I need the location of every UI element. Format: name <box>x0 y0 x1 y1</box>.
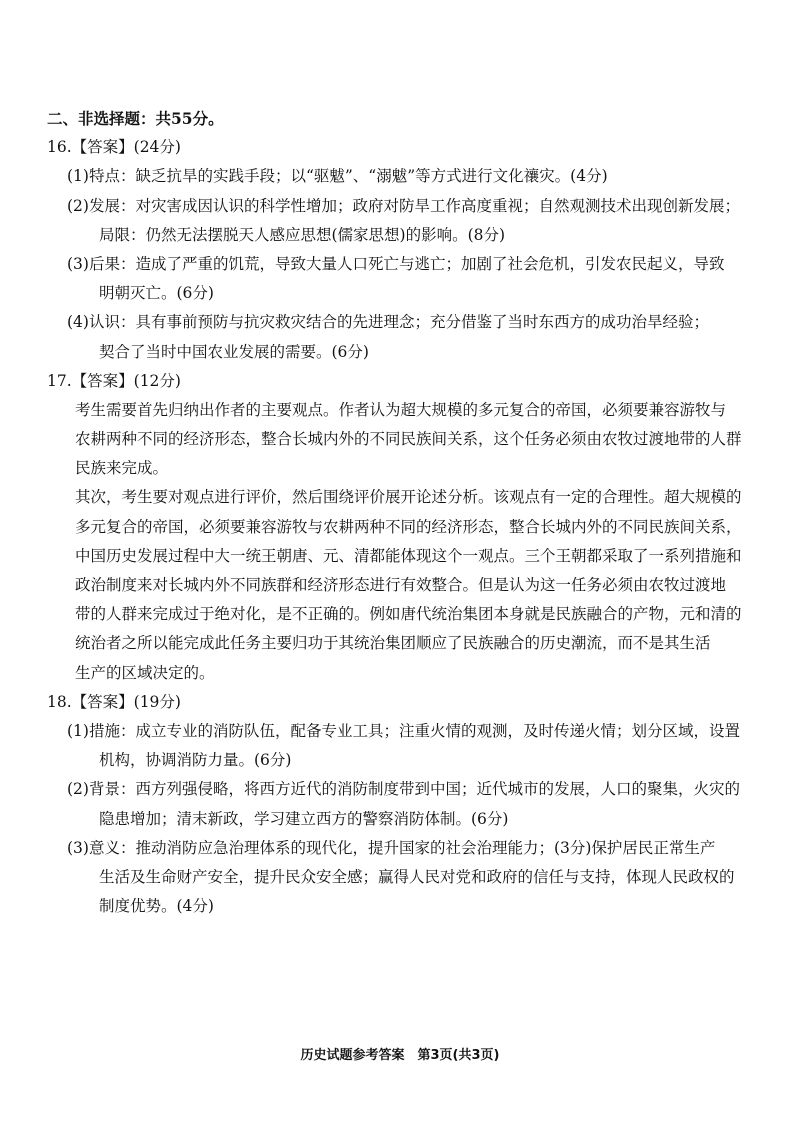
q17-para2-line3: 中国历史发展过程中大一统王朝唐、元、清都能体现这个一观点。三个王朝都采取了一系列措施和 <box>75 546 742 565</box>
q18-item2-line1: (2)背景：西方列强侵略，将西方近代的消防制度带到中国；近代城市的发展，人口的聚集，火灾的 <box>67 780 740 799</box>
q16-item3-line1: (3)后果：造成了严重的饥荒，导致大量人口死亡与逃亡；加剧了社会危机，引发农民起义，导致 <box>67 254 725 273</box>
q16-item4-line2: 契合了当时中国农业发展的需要。(6分) <box>99 342 369 361</box>
q17-para2-line5: 带的人群来完成过于绝对化，是不正确的。例如唐代统治集团本身就是民族融合的产物，元和清的 <box>75 605 742 624</box>
q17-para2-line7: 生产的区域决定的。 <box>75 663 215 682</box>
q18-item3-line1: (3)意义：推动消防应急治理体系的现代化，提升国家的社会治理能力；(3分)保护居民正常生产 <box>67 838 716 857</box>
q16-item2-line1: (2)发展：对灾害成因认识的科学性增加；政府对防旱工作高度重视；自然观测技术出现创新发展； <box>67 196 740 215</box>
q18-item3-line3: 制度优势。(4分) <box>99 897 214 916</box>
q16-item1-line1: (1)特点：缺乏抗旱的实践手段；以“驱魃”、“溺魃”等方式进行文化禳灾。(4分) <box>67 167 608 186</box>
answer-content <box>47 104 762 921</box>
q16-item2-line2: 局限：仍然无法摆脱天人感应思想(儒家思想)的影响。(8分) <box>99 225 506 244</box>
q18-item3-line2: 生活及生命财产安全，提升民众安全感；赢得人民对党和政府的信任与支持，体现人民政权的 <box>99 867 735 886</box>
q16-item4-line1: (4)认识：具有事前预防与抗灾救灾结合的先进理念；充分借鉴了当时东西方的成功治旱经验； <box>67 313 709 332</box>
q17-para2-line1: 其次，考生要对观点进行评价，然后围绕评价展开论述分析。该观点有一定的合理性。超大规模的 <box>75 488 742 507</box>
q17-para2-line4: 政治制度来对长城内外不同族群和经济形态进行有效整合。但是认为这一任务必须由农牧过渡地 <box>75 576 727 594</box>
q18-item1-line1: (1)措施：成立专业的消防队伍，配备专业工具；注重火情的观测，及时传递火情；划分区域，设置 <box>67 721 740 740</box>
q17-para1-line3: 民族来完成。 <box>75 459 169 478</box>
q17-para1-line2: 农耕两种不同的经济形态，整合长城内外的不同民族间关系，这个任务必须由农牧过渡地带的人群 <box>75 430 742 449</box>
q17-para2-line2: 多元复合的帝国，必须要兼容游牧与农耕两种不同的经济形态，整合长城内外的不同民族间关系， <box>75 517 742 536</box>
q16-head: 16.【答案】(24分) <box>47 138 181 157</box>
q16-item3-line2: 明朝灭亡。(6分) <box>99 284 214 303</box>
q17-para1-line1: 考生需要首先归纳出作者的主要观点。作者认为超大规模的多元复合的帝国，必须要兼容游牧与 <box>75 400 727 419</box>
page-footer: 历史试题参考答案 第3页(共3页) <box>300 1048 500 1063</box>
q18-head: 18.【答案】(19分) <box>47 692 181 711</box>
q18-item2-line2: 隐患增加；清末新政，学习建立西方的警察消防体制。(6分) <box>99 809 509 828</box>
q17-para2-line6: 统治者之所以能完成此任务主要归功于其统治集团顺应了民族融合的历史潮流，而不是其生活 <box>75 634 711 653</box>
q17-head: 17.【答案】(12分) <box>47 371 181 390</box>
section-title: 二、非选择题：共55分。 <box>47 109 224 128</box>
q18-item1-line2: 机构，协调消防力量。(6分) <box>99 751 292 770</box>
